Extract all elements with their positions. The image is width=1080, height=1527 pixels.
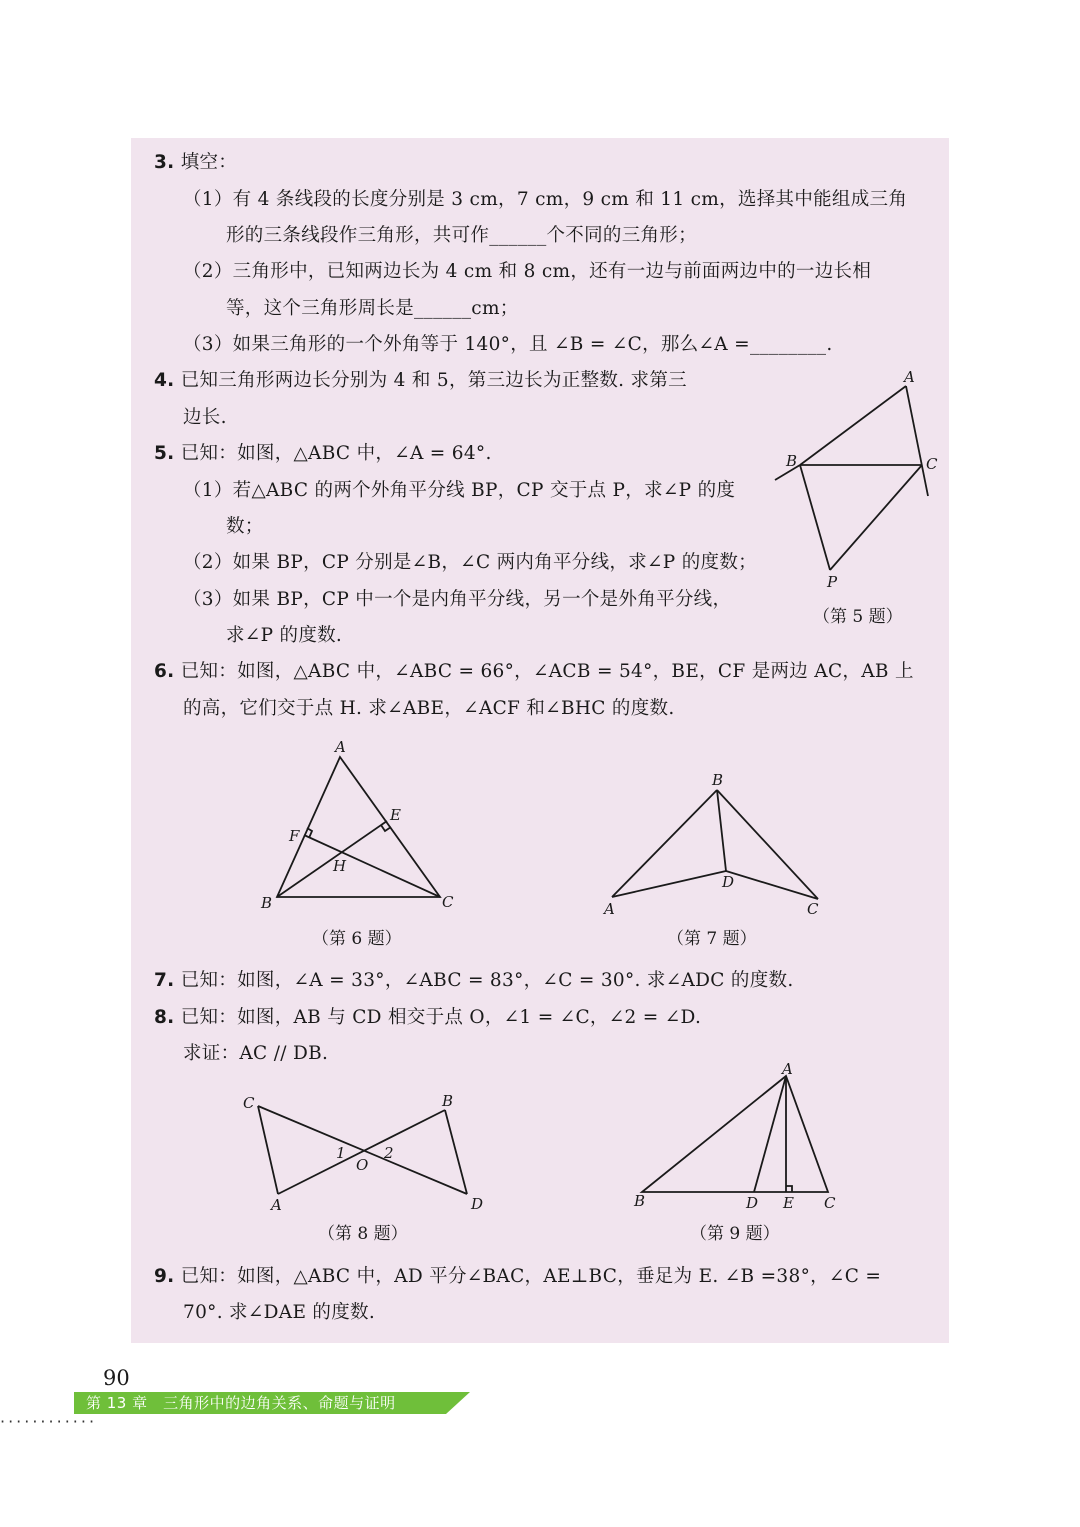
q3-part2-line1: （2）三角形中，已知两边长为 4 cm 和 8 cm，还有一边与前面两边中的一边长相 bbox=[183, 261, 872, 282]
q5-part3-line1: （3）如果 BP，CP 中一个是内角平分线，另一个是外角平分线， bbox=[183, 589, 732, 610]
q3-part3: （3）如果三角形的一个外角等于 140°，且 ∠B = ∠C，那么∠A =________. bbox=[183, 334, 833, 355]
q6-line2: 的高，它们交于点 H. 求∠ABE，∠ACF 和∠BHC 的度数. bbox=[183, 698, 675, 719]
q5-part1-line1: （1）若△ABC 的两个外角平分线 BP，CP 交于点 P，求∠P 的度 bbox=[183, 480, 736, 501]
figure-8-caption: （第 8 题） bbox=[318, 1224, 408, 1244]
fig9-label-C: C bbox=[824, 1194, 836, 1212]
fig7-label-C: C bbox=[807, 900, 819, 918]
q5-part2: （2）如果 BP，CP 分别是∠B，∠C 两内角平分线，求∠P 的度数； bbox=[183, 552, 757, 573]
q6-line1: 6. 已知：如图，△ABC 中，∠ABC = 66°，∠ACB = 54°，BE，CF 是两边 AC，AB 上 bbox=[154, 661, 914, 682]
q5-part1-line2: 数； bbox=[226, 516, 264, 537]
fig8-label-C: C bbox=[243, 1094, 255, 1112]
q5-part3-line2: 求∠P 的度数. bbox=[226, 625, 343, 646]
fig6-label-H: H bbox=[333, 857, 347, 875]
fig5-label-P: P bbox=[827, 573, 838, 591]
fig7-label-A: A bbox=[604, 900, 615, 918]
fig8-label-B: B bbox=[442, 1092, 454, 1110]
chapter-title: 第 13 章 三角形中的边角关系、命题与证明 bbox=[86, 1394, 396, 1412]
q4-line2: 边长. bbox=[183, 407, 227, 428]
q3-part1-line2: 形的三条线段作三角形，共可作______个不同的三角形； bbox=[226, 225, 697, 246]
fig9-label-D: D bbox=[746, 1194, 759, 1212]
figure-7-caption: （第 7 题） bbox=[667, 929, 757, 949]
fig6-label-C: C bbox=[442, 893, 454, 911]
fig7-label-B: B bbox=[712, 771, 724, 789]
q5-line1: 5. 已知：如图，△ABC 中，∠A = 64°. bbox=[154, 443, 492, 464]
figure-8 bbox=[238, 1088, 493, 1218]
q9-line2: 70°. 求∠DAE 的度数. bbox=[183, 1302, 376, 1323]
footer-dots: ············ bbox=[0, 1412, 98, 1431]
q7-line1: 7. 已知：如图，∠A = 33°，∠ABC = 83°，∠C = 30°. 求∠ADC 的度数. bbox=[154, 970, 794, 991]
fig9-label-B: B bbox=[634, 1192, 646, 1210]
q3-part1-line1: （1）有 4 条线段的长度分别是 3 cm，7 cm，9 cm 和 11 cm，选择其中能组成三角 bbox=[183, 189, 908, 210]
q8-line2: 求证：AC // DB. bbox=[183, 1043, 329, 1064]
q3-title: 3. 填空： bbox=[154, 152, 238, 173]
figure-6 bbox=[255, 735, 470, 920]
figure-9 bbox=[628, 1058, 848, 1218]
fig5-label-A: A bbox=[904, 368, 915, 386]
q8-line1: 8. 已知：如图，AB 与 CD 相交于点 O，∠1 = ∠C，∠2 = ∠D. bbox=[154, 1007, 702, 1028]
fig9-label-A: A bbox=[782, 1060, 793, 1078]
fig8-label-2: 2 bbox=[384, 1144, 394, 1162]
fig5-label-C: C bbox=[926, 455, 938, 473]
fig6-label-E: E bbox=[390, 806, 401, 824]
fig9-label-E: E bbox=[783, 1194, 794, 1212]
fig7-label-D: D bbox=[722, 873, 735, 891]
fig6-label-A: A bbox=[335, 738, 346, 756]
fig8-label-O: O bbox=[356, 1156, 369, 1174]
q3-part2-line2: 等，这个三角形周长是______cm； bbox=[226, 298, 519, 319]
q4-line1: 4. 已知三角形两边长分别为 4 和 5，第三边长为正整数. 求第三 bbox=[154, 370, 687, 391]
q9-line1: 9. 已知：如图，△ABC 中，AD 平分∠BAC，AE⊥BC，垂足为 E. ∠B =38°，∠C = bbox=[154, 1266, 882, 1287]
figure-7 bbox=[598, 765, 833, 920]
figure-6-caption: （第 6 题） bbox=[312, 929, 402, 949]
page-number: 90 bbox=[103, 1366, 130, 1390]
fig8-label-A: A bbox=[271, 1196, 282, 1214]
fig8-label-1: 1 bbox=[336, 1144, 346, 1162]
figure-5 bbox=[770, 368, 950, 598]
figure-9-caption: （第 9 题） bbox=[690, 1224, 780, 1244]
fig8-label-D: D bbox=[471, 1195, 484, 1213]
fig5-label-B: B bbox=[786, 452, 798, 470]
fig6-label-B: B bbox=[261, 894, 273, 912]
figure-5-caption: （第 5 题） bbox=[813, 607, 903, 627]
fig6-label-F: F bbox=[289, 827, 300, 845]
